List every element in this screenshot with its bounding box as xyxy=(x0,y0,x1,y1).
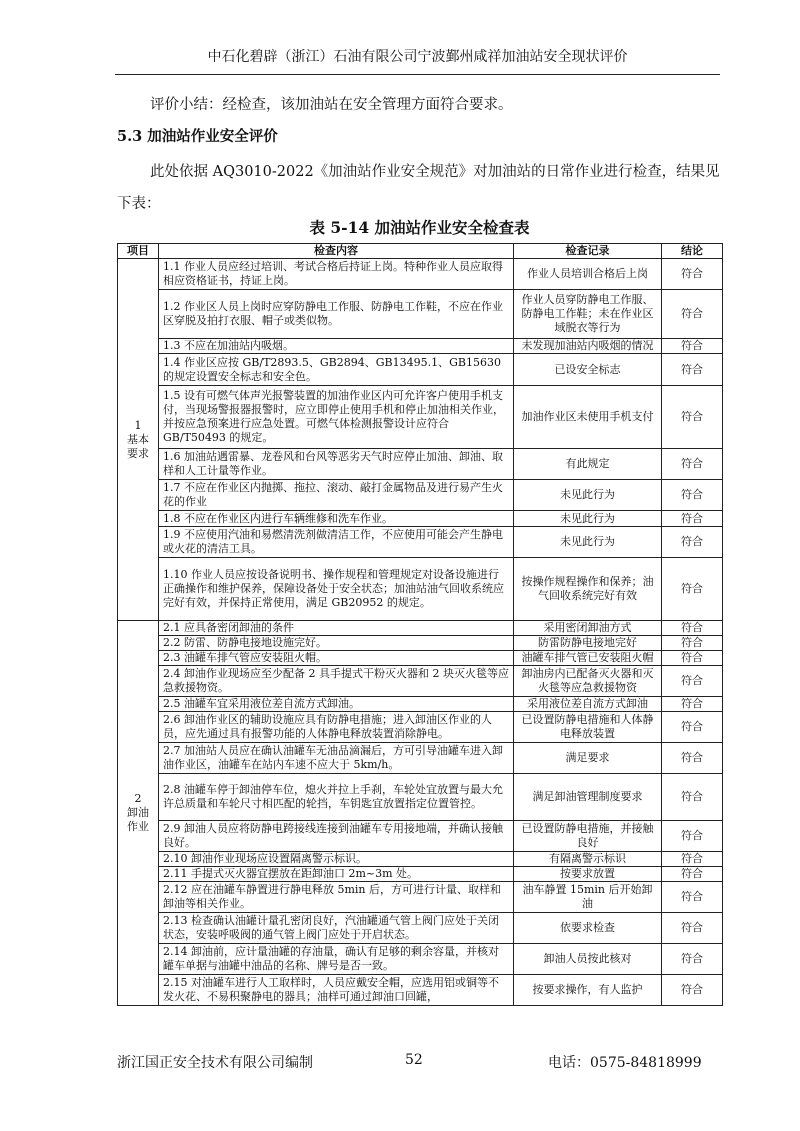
check-content: 2.1 应具备密闭卸油的条件 xyxy=(159,621,514,636)
check-record: 依要求检查 xyxy=(514,913,662,944)
check-result: 符合 xyxy=(662,527,723,558)
check-record: 未见此行为 xyxy=(514,527,662,558)
table-row xyxy=(118,913,723,944)
check-content: 2.10 卸油作业现场应设置隔离警示标识。 xyxy=(159,852,514,867)
check-result: 符合 xyxy=(662,975,723,1006)
check-record: 未发现加油站内吸烟的情况 xyxy=(514,339,662,354)
table-row xyxy=(118,712,723,743)
section-title: 5.3 加油站作业安全评价 xyxy=(117,128,278,145)
table-row xyxy=(118,697,723,712)
check-content: 1.9 不应使用汽油和易燃清洗剂做清洁工作，不应使用可能会产生静电或火花的清洁工具。 xyxy=(159,527,514,558)
table-row xyxy=(118,852,723,867)
check-result: 符合 xyxy=(662,511,723,527)
check-record: 作业人员培训合格后上岗 xyxy=(514,259,662,290)
check-result: 符合 xyxy=(662,944,723,975)
check-content: 1.8 不应在作业区内进行车辆维修和洗车作业。 xyxy=(159,511,514,527)
check-record: 有此规定 xyxy=(514,449,662,480)
check-record: 作业人员穿防静电工作服、防静电工作鞋；未在作业区域脱衣等行为 xyxy=(514,290,662,339)
check-content: 2.14 卸油前，应计量油罐的存油量，确认有足够的剩余容量，并核对罐车单据与油罐中油品的名称、牌号是否一致。 xyxy=(159,944,514,975)
item-category: 2 卸油 作业 xyxy=(118,621,159,1006)
check-result: 符合 xyxy=(662,354,723,386)
check-content: 1.6 加油站遇雷暴、龙卷风和台风等恶劣天气时应停止加油、卸油、取样和人工计量等作业。 xyxy=(159,449,514,480)
check-result: 符合 xyxy=(662,339,723,354)
check-content: 2.12 应在油罐车静置进行静电释放 5min 后，方可进行计量、取样和卸油等相关作业。 xyxy=(159,882,514,913)
check-result: 符合 xyxy=(662,558,723,621)
table-row xyxy=(118,386,723,449)
check-record: 满足要求 xyxy=(514,743,662,774)
table-caption: 表 5-14 加油站作业安全检查表 xyxy=(309,218,530,237)
check-record: 油车静置 15min 后开始卸油 xyxy=(514,882,662,913)
check-record: 按操作规程操作和保养；油气回收系统完好有效 xyxy=(514,558,662,621)
table-row xyxy=(118,480,723,511)
check-result: 符合 xyxy=(662,913,723,944)
check-record: 满足卸油管理制度要求 xyxy=(514,774,662,821)
check-content: 1.1 作业人员应经过培训、考试合格后持证上岗。特种作业人员应取得相应资格证书，持证上岗。 xyxy=(159,259,514,290)
check-record: 已设置防静电措施，并接触良好 xyxy=(514,821,662,852)
table-row xyxy=(118,511,723,527)
check-content: 2.6 卸油作业区的辅助设施应具有防静电措施；进入卸油区作业的人员，应先通过具有报警功能的人体静电释放装置消除静电。 xyxy=(159,712,514,743)
header-item: 项目 xyxy=(118,244,159,259)
item-category: 1 基本 要求 xyxy=(118,259,159,621)
check-content: 2.11 手提式灭火器宜摆放在距卸油口 2m~3m 处。 xyxy=(159,867,514,882)
check-content: 1.7 不应在作业区内抛掷、拖拉、滚动、敲打金属物品及进行易产生火花的作业 xyxy=(159,480,514,511)
table-row xyxy=(118,354,723,386)
header-content: 检查内容 xyxy=(159,244,514,259)
table-row xyxy=(118,259,723,290)
check-record: 卸油人员按此核对 xyxy=(514,944,662,975)
check-result: 符合 xyxy=(662,867,723,882)
check-record: 卸油房内已配备灭火器和灭火毯等应急救援物资 xyxy=(514,666,662,697)
check-result: 符合 xyxy=(662,386,723,449)
check-record: 加油作业区未使用手机支付 xyxy=(514,386,662,449)
check-content: 2.2 防雷、防静电接地设施完好。 xyxy=(159,636,514,651)
table-row xyxy=(118,743,723,774)
check-record: 已设安全标志 xyxy=(514,354,662,386)
evaluation-summary: 评价小结：经检查，该加油站在安全管理方面符合要求。 xyxy=(150,97,513,113)
check-content: 1.10 作业人员应按设备说明书、操作规程和管理规定对设备设施进行正确操作和维护保养，保障设备处于安全状态；加油站油气回收系统应完好有效，并保持正常使用，满足 GB20952 的规定。 xyxy=(159,558,514,621)
check-record: 采用密闭卸油方式 xyxy=(514,621,662,636)
page-number: 52 xyxy=(405,1052,423,1068)
header-result: 结论 xyxy=(662,244,723,259)
table-row xyxy=(118,449,723,480)
check-record: 防雷防静电接地完好 xyxy=(514,636,662,651)
check-record: 按要求操作，有人监护 xyxy=(514,975,662,1006)
table-row xyxy=(118,558,723,621)
check-record: 未见此行为 xyxy=(514,480,662,511)
check-result: 符合 xyxy=(662,651,723,666)
check-content: 2.8 油罐车停于卸油停车位，熄火并拉上手刹，车轮处宜放置与最大允许总质量和车轮尺寸相匹配的轮挡，车钥匙宜放置指定位置管控。 xyxy=(159,774,514,821)
check-content: 2.3 油罐车排气管应安装阻火帽。 xyxy=(159,651,514,666)
check-record: 未见此行为 xyxy=(514,511,662,527)
check-record: 油罐车排气管已安装阻火帽 xyxy=(514,651,662,666)
check-record: 采用液位差自流方式卸油 xyxy=(514,697,662,712)
page-header: 中石化碧辟（浙江）石油有限公司宁波鄞州咸祥加油站安全现状评价 xyxy=(115,42,720,75)
check-content: 2.15 对油罐车进行人工取样时，人员应戴安全帽，应选用铝或铜等不发火花、不易积聚静电的器具；油样可通过卸油口回罐， xyxy=(159,975,514,1006)
check-result: 符合 xyxy=(662,697,723,712)
inspection-table xyxy=(117,243,723,1006)
table-header-row xyxy=(118,244,723,259)
check-result: 符合 xyxy=(662,882,723,913)
check-result: 符合 xyxy=(662,852,723,867)
header-record: 检查记录 xyxy=(514,244,662,259)
table-row xyxy=(118,636,723,651)
check-result: 符合 xyxy=(662,480,723,511)
check-result: 符合 xyxy=(662,636,723,651)
table-row xyxy=(118,867,723,882)
check-result: 符合 xyxy=(662,666,723,697)
check-result: 符合 xyxy=(662,743,723,774)
footer-phone: 电话：0575-84818999 xyxy=(548,1055,702,1071)
check-content: 2.13 检查确认油罐计量孔密闭良好，汽油罐通气管上阀门应处于关闭状态，安装呼吸阀的通气管上阀门应处于开启状态。 xyxy=(159,913,514,944)
check-record: 已设置防静电措施和人体静电释放装置 xyxy=(514,712,662,743)
check-result: 符合 xyxy=(662,449,723,480)
check-content: 1.5 设有可燃气体声光报警装置的加油作业区内可允许客户使用手机支付，当现场警报器报警时，应立即停止使用手机和停止加油相关作业，并按应急预案进行应急处置。可燃气体检测报警设计应符合 GB/T50493 的规定。 xyxy=(159,386,514,449)
table-row xyxy=(118,821,723,852)
table-row xyxy=(118,944,723,975)
table-row xyxy=(118,527,723,558)
footer-company: 浙江国正安全技术有限公司编制 xyxy=(117,1055,313,1071)
table-row xyxy=(118,621,723,636)
table-row xyxy=(118,651,723,666)
check-result: 符合 xyxy=(662,712,723,743)
table-row xyxy=(118,975,723,1006)
check-content: 1.3 不应在加油站内吸烟。 xyxy=(159,339,514,354)
check-content: 1.2 作业区人员上岗时应穿防静电工作服、防静电工作鞋，不应在作业区穿脱及拍打衣服、帽子或类似物。 xyxy=(159,290,514,339)
check-content: 1.4 作业区应按 GB/T2893.5、GB2894、GB13495.1、GB15630 的规定设置安全标志和安全色。 xyxy=(159,354,514,386)
intro-paragraph: 此处依据 AQ3010-2022《加油站作业安全规范》对加油站的日常作业进行检查，结果见下表： xyxy=(117,164,720,212)
check-content: 2.4 卸油作业现场应至少配备 2 具手提式干粉灭火器和 2 块灭火毯等应急救援物资。 xyxy=(159,666,514,697)
check-content: 2.9 卸油人员应将防静电跨接线连接到油罐车专用接地端，并确认接触良好。 xyxy=(159,821,514,852)
check-result: 符合 xyxy=(662,821,723,852)
check-record: 有隔离警示标识 xyxy=(514,852,662,867)
table-row xyxy=(118,290,723,339)
check-result: 符合 xyxy=(662,621,723,636)
table-body xyxy=(118,259,723,1006)
check-result: 符合 xyxy=(662,774,723,821)
table-row xyxy=(118,666,723,697)
check-record: 按要求放置 xyxy=(514,867,662,882)
check-content: 2.7 加油站人员应在确认油罐车无油品滴漏后，方可引导油罐车进入卸油作业区，油罐车在站内车速不应大于 5km/h。 xyxy=(159,743,514,774)
check-content: 2.5 油罐车宜采用液位差自流方式卸油。 xyxy=(159,697,514,712)
table-row xyxy=(118,774,723,821)
table-row xyxy=(118,339,723,354)
check-result: 符合 xyxy=(662,290,723,339)
check-result: 符合 xyxy=(662,259,723,290)
table-row xyxy=(118,882,723,913)
